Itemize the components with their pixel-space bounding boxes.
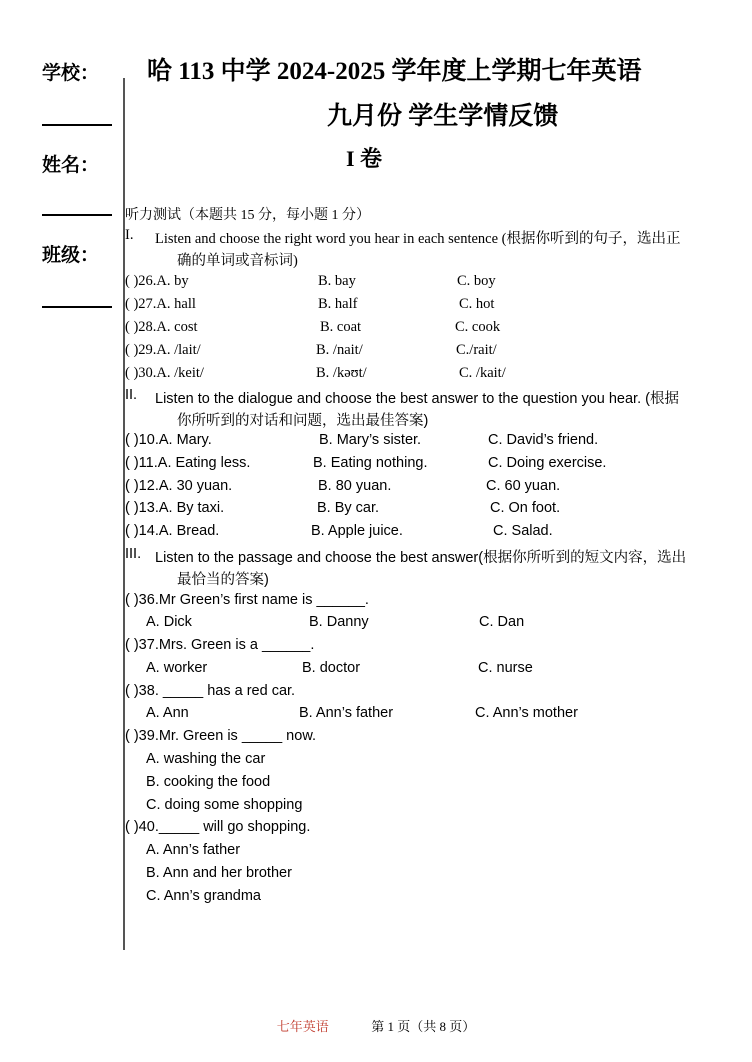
option-c: C. /kait/ <box>459 365 506 381</box>
option-a: A. worker <box>146 660 208 676</box>
option-b: B. doctor <box>302 660 361 676</box>
option-a: A. washing the car <box>146 751 266 767</box>
part1-instruction: Listen and choose the right word you hear in each sentence (根据你听到的句子，选出正 <box>155 231 681 247</box>
option-b: B. coat <box>320 319 362 335</box>
question-stem: ( )29.A. /lait/ <box>125 342 201 358</box>
part3-instruction: Listen to the passage and choose the best answer(根据你所听到的短文内容，选出 <box>155 550 687 566</box>
question-stem: ( )38. _____ has a red car. <box>125 683 296 699</box>
question-stem: ( )28.A. cost <box>125 319 198 335</box>
question-stem: ( )10.A. Mary. <box>125 432 212 448</box>
name-blank-line <box>42 214 112 216</box>
question-stem: ( )11.A. Eating less. <box>125 455 251 471</box>
option-b: B. Apple juice. <box>311 523 403 539</box>
option-b: B. By car. <box>317 500 380 516</box>
part1-instruction-cont: 确的单词或音标词) <box>177 253 298 269</box>
part3-instruction-cont: 最恰当的答案) <box>177 572 269 588</box>
question-stem: ( )26.A. by <box>125 273 189 289</box>
question-stem: ( )39.Mr. Green is _____ now. <box>125 728 317 744</box>
option-c: C. David’s friend. <box>488 432 599 448</box>
option-c: C. Salad. <box>493 523 553 539</box>
option-c: C. Dan <box>479 614 525 630</box>
class-blank-line <box>42 306 112 308</box>
option-c: C. Ann’s grandma <box>146 888 261 904</box>
question-stem: ( )37.Mrs. Green is a ______. <box>125 637 315 653</box>
option-a: A. Ann <box>146 705 189 721</box>
option-b: B. Mary’s sister. <box>319 432 422 448</box>
option-a: A. Ann’s father <box>146 842 241 858</box>
option-b: B. half <box>318 296 358 312</box>
question-stem: ( )14.A. Bread. <box>125 523 220 539</box>
page-footer <box>0 1016 752 1035</box>
question-stem: ( )40._____ will go shopping. <box>125 819 311 835</box>
question-stem: ( )36.Mr Green’s first name is ______. <box>125 592 369 608</box>
part2-number: II. <box>125 387 138 403</box>
option-c: C./rait/ <box>456 342 497 358</box>
page-title-line2: 九月份 学生学情反馈 <box>327 103 559 130</box>
option-c: C. Ann’s mother <box>475 705 578 721</box>
page-title-line1: 哈 113 中学 2024-2025 学年度上学期七年英语 <box>147 58 642 85</box>
option-c: C. 60 yuan. <box>486 478 561 494</box>
footer-page-number: 第 1 页（共 8 页） <box>371 1019 476 1034</box>
option-b: B. Ann’s father <box>299 705 394 721</box>
option-c: C. doing some shopping <box>146 797 303 813</box>
name-label: 姓名： <box>42 154 100 176</box>
part2-instruction-cont: 你所听到的对话和问题，选出最佳答案) <box>177 413 429 429</box>
school-label: 学校： <box>42 62 100 84</box>
option-b: B. 80 yuan. <box>318 478 392 494</box>
option-b: B. /kəʊt/ <box>316 365 367 381</box>
option-c: C. hot <box>459 296 495 312</box>
question-stem: ( )27.A. hall <box>125 296 196 312</box>
part3-number: III. <box>125 546 142 562</box>
question-stem: ( )12.A. 30 yuan. <box>125 478 233 494</box>
option-c: C. cook <box>455 319 501 335</box>
question-stem: ( )13.A. By taxi. <box>125 500 225 516</box>
option-c: C. nurse <box>478 660 533 676</box>
class-label: 班级： <box>42 244 100 266</box>
school-blank-line <box>42 124 112 126</box>
part2-instruction: Listen to the dialogue and choose the best answer to the question you hear. (根据 <box>155 391 679 407</box>
option-b: B. bay <box>318 273 356 289</box>
option-b: B. cooking the food <box>146 774 271 790</box>
section-intro: 听力测试（本题共 15 分，每小题 1 分） <box>125 208 370 223</box>
option-b: B. Ann and her brother <box>146 865 292 881</box>
footer-subject: 七年英语 <box>276 1019 329 1034</box>
option-c: C. Doing exercise. <box>488 455 607 471</box>
option-c: C. boy <box>457 273 496 289</box>
part1-number: I. <box>125 227 134 243</box>
option-b: B. /nait/ <box>316 342 363 358</box>
option-a: A. Dick <box>146 614 192 630</box>
option-c: C. On foot. <box>490 500 561 516</box>
question-stem: ( )30.A. /keit/ <box>125 365 204 381</box>
option-b: B. Eating nothing. <box>313 455 428 471</box>
volume-label: I 卷 <box>346 146 383 171</box>
option-b: B. Danny <box>309 614 369 630</box>
